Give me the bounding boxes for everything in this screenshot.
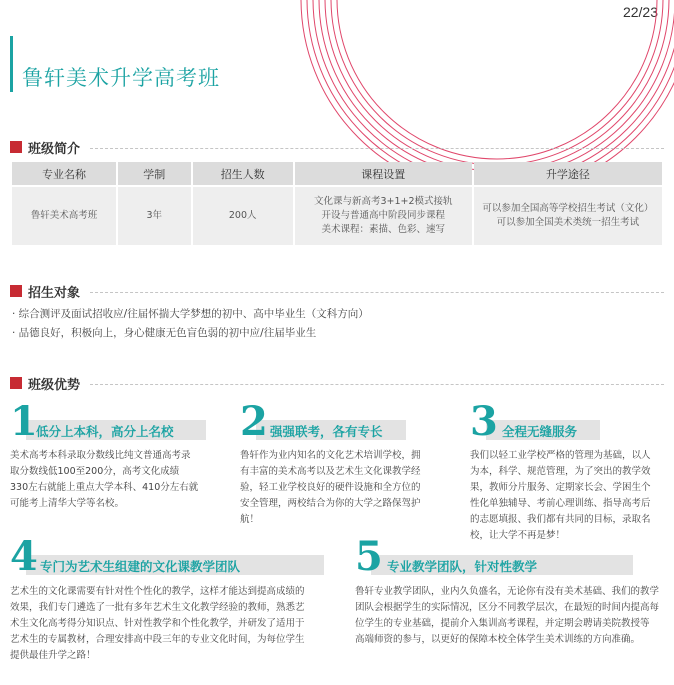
body-line: 艺术生的文化课需要有针对性个性化的教学，这样才能达到提高成绩的 <box>10 586 305 597</box>
advantage-body <box>355 584 667 648</box>
body-line: 团队会根据学生的实际情况，区分不同教学层次，在最短的时间内提高每 <box>355 602 660 613</box>
path-line: 可以参加全国高等学校招生考试（文化） <box>482 203 654 214</box>
section-title: 招生对象 <box>28 286 81 301</box>
body-line: 提供最佳升学之路！ <box>10 650 96 661</box>
advantage-number: 1 <box>10 398 38 445</box>
cell-major-name: 鲁轩美术高考班 <box>12 187 116 245</box>
target-list <box>12 305 369 343</box>
section-marker <box>10 285 22 297</box>
advantage-title: 全程无缝服务 <box>502 424 578 439</box>
body-line: 效果，我们专门遴选了一批有多年艺术生文化教学经验的教师，熟悉艺 <box>10 602 305 613</box>
body-line: 性化单独辅导、考前心理训练、指导高考后 <box>470 498 651 509</box>
body-line: 鲁轩作为业内知名的文化艺术培训学校，拥 <box>240 450 421 461</box>
body-line: 航！ <box>240 514 260 525</box>
advantage-body <box>10 448 210 512</box>
cell-duration: 3年 <box>118 187 191 245</box>
body-line: 为本，科学、规范管理，为了突出的教学效 <box>470 466 651 477</box>
class-info-table <box>10 160 664 247</box>
body-line: 鲁轩专业教学团队，业内久负盛名，无论你有没有美术基础、我们的教学 <box>355 586 660 597</box>
advantage-body <box>240 448 440 528</box>
body-line: 术生文化高考得分知识点、针对性教学和个性化教学，并研发了适用于 <box>10 618 305 629</box>
cell-paths <box>474 187 662 245</box>
advantage-title: 低分上本科，高分上名校 <box>36 424 174 439</box>
body-line: 位学生的专业基础，提前介入集训高考课程，并定期会聘请美院教授等 <box>355 618 650 629</box>
body-line: 高端师资的参与，以更好的保障本校全体学生美术训练的方向准确。 <box>355 634 641 645</box>
section-header-advantages <box>10 375 664 391</box>
list-item: · 品德良好，积极向上，身心健康无色盲色弱的初中应/往届毕业生 <box>12 327 317 339</box>
cell-courses <box>295 187 472 245</box>
section-marker <box>10 377 22 389</box>
section-header-intro <box>10 139 664 155</box>
section-title: 班级简介 <box>28 142 81 157</box>
advantage-number: 5 <box>355 533 383 580</box>
section-divider <box>90 148 664 149</box>
section-marker <box>10 141 22 153</box>
advantage-title: 专门为艺术生组建的文化课教学团队 <box>40 559 241 574</box>
advantage-card-2 <box>240 398 440 532</box>
section-divider <box>90 384 664 385</box>
advantage-card-1 <box>10 398 210 512</box>
body-line: 果，教师分片服务、定期家长会、学困生个 <box>470 482 651 493</box>
section-title: 班级优势 <box>28 378 81 393</box>
body-line: 美术高考本科录取分数线比纯文普通高考录 <box>10 450 191 461</box>
advantage-body <box>470 448 666 544</box>
title-block <box>10 36 270 92</box>
advantage-number: 3 <box>470 398 498 445</box>
course-line: 美术课程：素描、色彩、速写 <box>321 224 445 235</box>
body-line: 有丰富的美术高考以及艺术生文化课教学经 <box>240 466 421 477</box>
advantage-title: 专业教学团队，针对性教学 <box>387 559 538 574</box>
header-paths: 升学途径 <box>474 162 662 185</box>
page-number: 22/23 <box>622 4 658 20</box>
body-line: 安全管理，两校结合为你的大学之路保驾护 <box>240 498 421 509</box>
table-header-row <box>12 162 662 185</box>
body-line: 校，让大学不再是梦！ <box>470 530 566 541</box>
body-line: 艺术生的专属教材，合理安排高中段三年的专业文化时间，为每位学生 <box>10 634 305 645</box>
advantage-body <box>10 584 330 664</box>
body-line: 可能考上清华大学等名校。 <box>10 498 125 509</box>
advantage-card-3 <box>470 398 666 542</box>
course-line: 开设与普通高中阶段同步课程 <box>321 210 445 221</box>
advantage-card-4 <box>10 533 330 667</box>
title-accent-bar <box>10 36 13 92</box>
page-title: 鲁轩美术升学高考班 <box>22 66 220 90</box>
body-line: 330左右就能上重点大学本科、410分左右就 <box>10 482 199 493</box>
advantage-number: 2 <box>240 398 268 445</box>
list-item: · 综合测评及面试招收应/往届怀揣大学梦想的初中、高中毕业生（文科方向） <box>12 308 369 320</box>
body-line: 取分数线低100至200分，高考文化成绩 <box>10 466 180 477</box>
advantage-number: 4 <box>10 533 38 580</box>
body-line: 的志愿填报、我们都有共同的目标，录取名 <box>470 514 651 525</box>
advantage-title: 强强联考，各有专长 <box>270 424 383 439</box>
section-header-targets <box>10 283 664 299</box>
body-line: 我们以轻工业学校严格的管理为基础，以人 <box>470 450 651 461</box>
path-line: 可以参加全国美术类统一招生考试 <box>496 217 640 228</box>
course-line: 文化课与新高考3+1+2模式接轨 <box>313 196 453 207</box>
cell-enrollment: 200人 <box>193 187 293 245</box>
section-divider <box>90 292 664 293</box>
header-major-name: 专业名称 <box>12 162 116 185</box>
body-line: 验，轻工业学校良好的硬件设施和全方位的 <box>240 482 421 493</box>
header-enrollment: 招生人数 <box>193 162 293 185</box>
header-duration: 学制 <box>118 162 191 185</box>
table-row <box>12 187 662 245</box>
header-courses: 课程设置 <box>295 162 472 185</box>
